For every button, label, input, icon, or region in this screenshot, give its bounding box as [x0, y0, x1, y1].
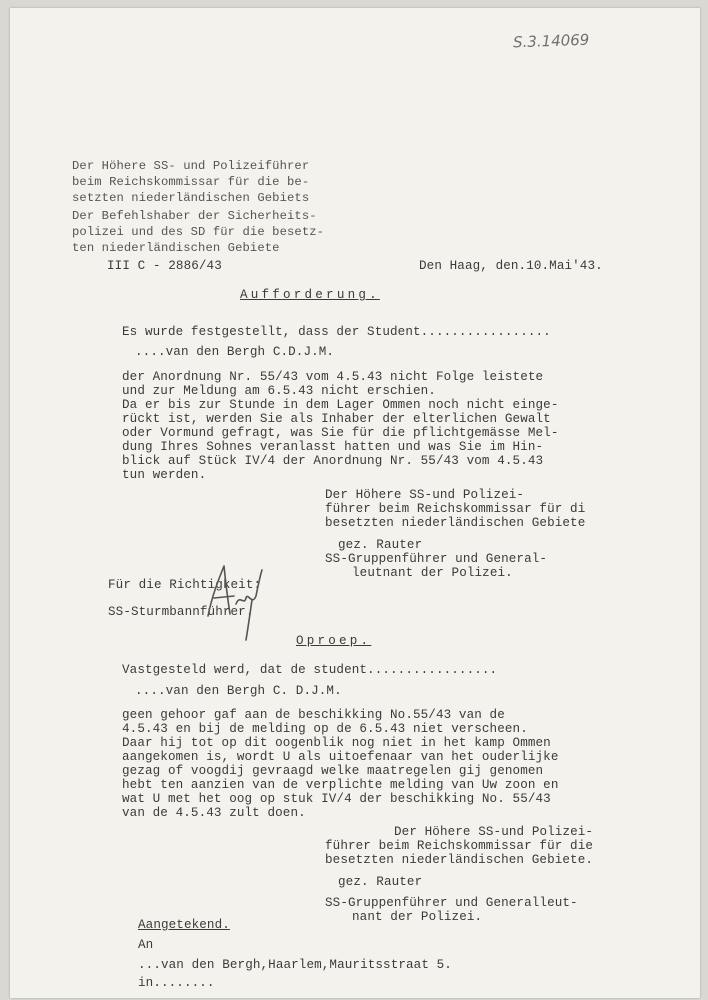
recipient-address: ...van den Bergh,Haarlem,Mauritsstraat 5. — [138, 958, 452, 972]
dutch-signoff-rank-2: nant der Polizei. — [352, 910, 483, 924]
german-body-6: dung Ihres Sohnes veranlasst hatten und was Sie im Hin- — [122, 440, 544, 454]
dutch-signoff-1: Der Höhere SS-und Polizei- — [394, 825, 594, 839]
german-title: Aufforderung. — [240, 288, 380, 302]
german-body-8: tun werden. — [122, 468, 207, 482]
handwritten-signature — [200, 556, 280, 642]
german-name-line: ....van den Bergh C.D.J.M. — [135, 345, 335, 359]
dutch-title: Oproep. — [296, 634, 372, 648]
german-signoff-rank-2: leutnant der Polizei. — [352, 566, 513, 580]
issuer2-line-1: Der Befehlshaber der Sicherheits- — [72, 209, 317, 223]
dutch-signoff-name: gez. Rauter — [338, 875, 423, 889]
dutch-body-8: van de 4.5.43 zult doen. — [122, 806, 306, 820]
german-signoff-name: gez. Rauter — [338, 538, 423, 552]
dutch-signoff-rank-1: SS-Gruppenführer und Generalleut- — [325, 896, 578, 910]
german-body-7: blick auf Stück IV/4 der Anordnung Nr. 55/43 vom 4.5.43 — [122, 454, 544, 468]
issuer-line-3: setzten niederländischen Gebiets — [72, 191, 310, 205]
german-signoff-2: führer beim Reichskommissar für di — [325, 502, 586, 516]
verification-rank: SS-Sturmbannführer. — [108, 605, 254, 619]
verification-label: Für die Richtigkeit: — [108, 578, 262, 592]
german-signoff-rank-1: SS-Gruppenführer und General- — [325, 552, 548, 566]
registered-label: Aangetekend. — [138, 918, 230, 932]
dutch-body-7: wat U met het oog op stuk IV/4 der beschikking No. 55/43 — [122, 792, 551, 806]
issuer2-line-3: ten niederländischen Gebiete — [72, 241, 280, 255]
german-body-5: oder Vormund gefragt, was Sie für die pflichtgemässe Mel- — [122, 426, 559, 440]
dutch-body-6: hebt ten aanzien van de verplichte melding van Uw zoon en — [122, 778, 559, 792]
issuer-line-1: Der Höhere SS- und Polizeiführer — [72, 159, 310, 173]
dutch-signoff-2: führer beim Reichskommissar für die — [325, 839, 594, 853]
in-line: in........ — [138, 976, 215, 990]
document-page — [10, 8, 700, 998]
reference-number: III C - 2886/43 — [107, 259, 222, 273]
dutch-body-4: aangekomen is, wordt U als uitoefenaar van het ouderlijke — [122, 750, 559, 764]
german-body-2: und zur Meldung am 6.5.43 nicht erschien. — [122, 384, 436, 398]
archive-number: S.3.14069 — [512, 30, 590, 52]
dutch-name-line: ....van den Bergh C. D.J.M. — [135, 684, 342, 698]
issuer-line-2: beim Reichskommissar für die be- — [72, 175, 310, 189]
issuer2-line-2: polizei und des SD für die besetz- — [72, 225, 325, 239]
german-line-1: Es wurde festgestellt, dass der Student................. — [122, 325, 551, 339]
dutch-signoff-3: besetzten niederländischen Gebiete. — [325, 853, 594, 867]
dutch-body-3: Daar hij tot op dit oogenblik nog niet in het kamp Ommen — [122, 736, 551, 750]
german-body-4: rückt ist, werden Sie als Inhaber der elterlichen Gewalt — [122, 412, 551, 426]
dutch-body-1: geen gehoor gaf aan de beschikking No.55/43 van de — [122, 708, 505, 722]
german-signoff-1: Der Höhere SS-und Polizei- — [325, 488, 525, 502]
german-body-1: der Anordnung Nr. 55/43 vom 4.5.43 nicht Folge leistete — [122, 370, 544, 384]
to-label: An — [138, 938, 154, 952]
dutch-body-5: gezag of voogdij gevraagd welke maatregelen gij genomen — [122, 764, 544, 778]
dutch-body-2: 4.5.43 en bij de melding op de 6.5.43 niet verscheen. — [122, 722, 528, 736]
place-date: Den Haag, den.10.Mai'43. — [419, 259, 603, 273]
german-body-3: Da er bis zur Stunde in dem Lager Ommen noch nicht einge- — [122, 398, 559, 412]
german-signoff-3: besetzten niederländischen Gebiete — [325, 516, 586, 530]
dutch-line-1: Vastgesteld werd, dat de student................. — [122, 663, 498, 677]
